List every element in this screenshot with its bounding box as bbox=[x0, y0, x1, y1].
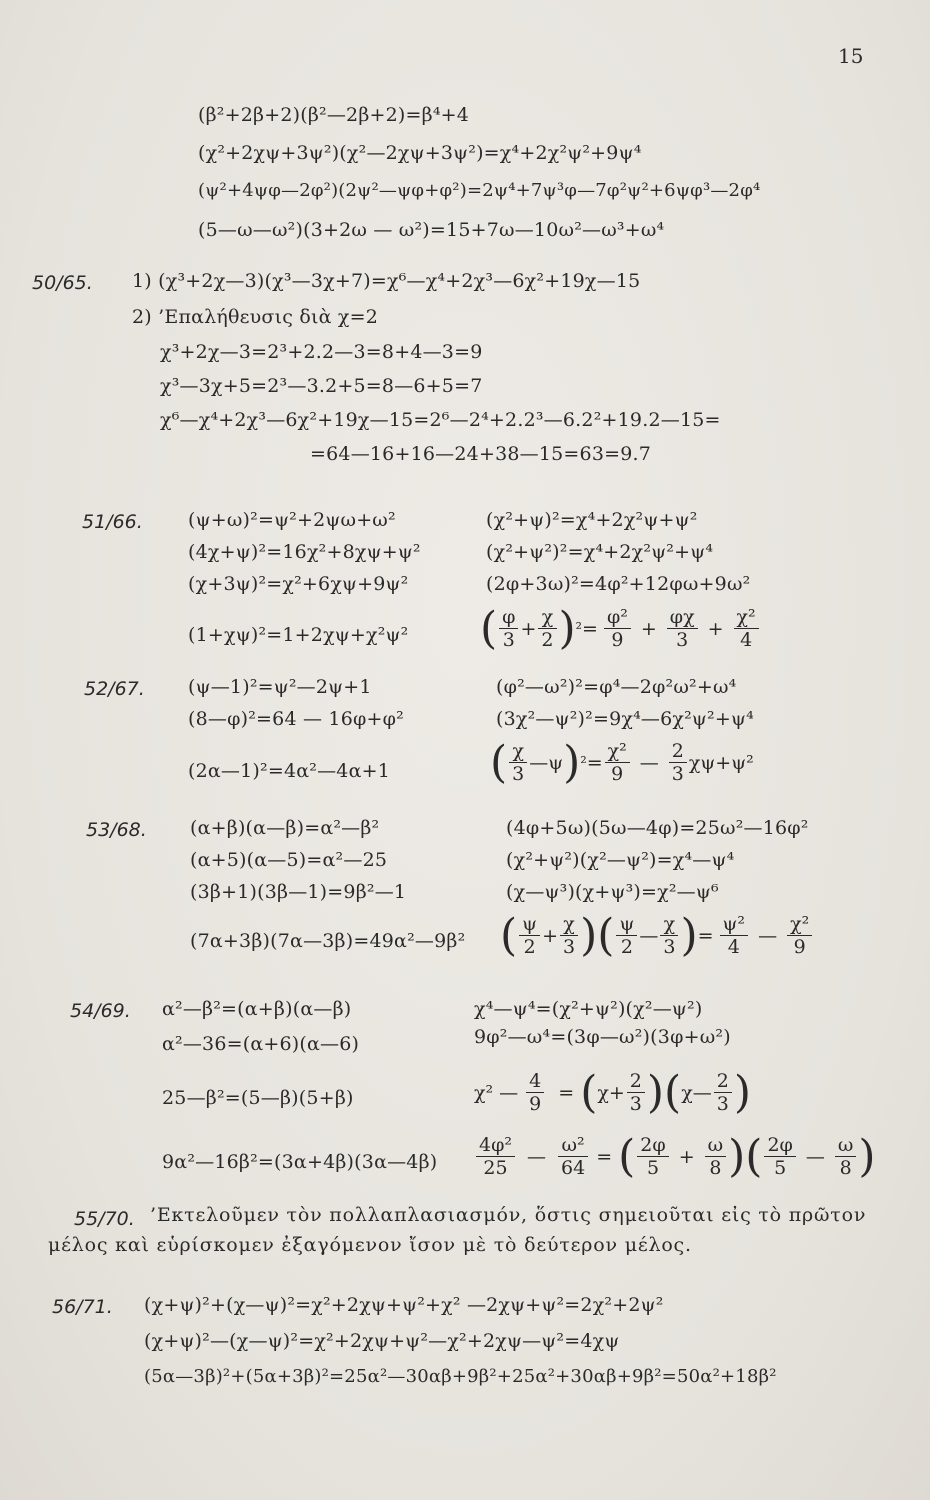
equation-line: (φ²—ω²)²=φ⁴—2φ²ω²+ω⁴ bbox=[496, 676, 737, 698]
equation-line: α²—β²=(α+β)(α—β) bbox=[162, 998, 352, 1020]
fraction-equation: χ² — $\frac{4}{9}$ = ( χ+ $\frac{2}{3}$ )( χ— $\frac{2}{3}$ ) bbox=[474, 1066, 752, 1118]
fraction-equation: ( $\frac{\psi}{2}$ + $\frac{\chi}{3}$ )( $\frac{\psi}{2}$ — $\frac{\chi}{3}$ ) = $\frac{\text{ψ²}}{4}$ — $\frac{\text{χ²}}{9}$ bbox=[500, 913, 814, 958]
equation-line: (ψ—1)²=ψ²—2ψ+1 bbox=[188, 676, 372, 698]
equation-line: χ⁴—ψ⁴=(χ²+ψ²)(χ²—ψ²) bbox=[474, 998, 703, 1020]
equation-line: (3χ²—ψ²)²=9χ⁴—6χ²ψ²+ψ⁴ bbox=[496, 708, 754, 730]
equation-line: (3β+1)(3β—1)=9β²—1 bbox=[190, 881, 407, 903]
fraction-equation: ( $\frac{\chi}{3}$ —ψ ) ² = $\frac{\text{χ²}}{9}$ — $\frac{2}{3}$ χψ+ψ² bbox=[490, 736, 754, 788]
equation-line: (χ²+ψ²)²=χ⁴+2χ²ψ²+ψ⁴ bbox=[486, 541, 714, 563]
equation-line: (8—φ)²=64 — 16φ+φ² bbox=[188, 708, 404, 730]
equation-line: (ψ²+4ψφ—2φ²)(2ψ²—ψφ+φ²)=2ψ⁴+7ψ³φ—7φ²ψ²+6ψφ³—2φ⁴ bbox=[198, 180, 761, 201]
fraction-equation: ( $\frac{\varphi}{3}$ + $\frac{\chi}{2}$ ) ² = $\frac{\text{φ²}}{9}$ + $\frac{\varphi\chi}{3}$ + $\frac{\text{χ²}}{4}$ bbox=[480, 606, 761, 651]
equation-line: 9α²—16β²=(3α+4β)(3α—4β) bbox=[162, 1151, 438, 1173]
fraction-equation: $\frac{\text{4φ²}}{25}$ — $\frac{\text{ω²}}{64}$ = ( $\frac{2\varphi}{5}$ + $\frac{\omega}{8}$ )( $\frac{2\varphi}{5}$ — $\frac{\omega}{8}$ ) bbox=[474, 1134, 876, 1179]
exercise-label: 50/65. bbox=[32, 272, 93, 294]
equation-line: (χ²+2χψ+3ψ²)(χ²—2χψ+3ψ²)=χ⁴+2χ²ψ²+9ψ⁴ bbox=[198, 142, 642, 164]
equation-line: (5α—3β)²+(5α+3β)²=25α²—30αβ+9β²+25α²+30αβ+9β²=50α²+18β² bbox=[144, 1366, 777, 1387]
text-line: μέλος καὶ εὑρίσκομεν ἐξαγόμενον ἴσον μὲ τὸ δεύτερον μέλος. bbox=[48, 1234, 692, 1256]
equation-line: χ³—3χ+5=2³—3.2+5=8—6+5=7 bbox=[160, 375, 483, 397]
equation-line: (7α+3β)(7α—3β)=49α²—9β² bbox=[190, 930, 466, 952]
equation-line: (χ²+ψ)²=χ⁴+2χ²ψ+ψ² bbox=[486, 509, 698, 531]
exercise-label: 55/70. bbox=[74, 1208, 135, 1230]
exercise-label: 56/71. bbox=[52, 1296, 113, 1318]
equation-line: (χ+ψ)²—(χ—ψ)²=χ²+2χψ+ψ²—χ²+2χψ—ψ²=4χψ bbox=[144, 1330, 620, 1352]
exercise-label: 54/69. bbox=[70, 1000, 131, 1022]
equation-line: 25—β²=(5—β)(5+β) bbox=[162, 1087, 354, 1109]
equation-line: χ⁶—χ⁴+2χ³—6χ²+19χ—15=2⁶—2⁴+2.2³—6.2²+19.2—15= bbox=[160, 409, 721, 431]
equation-line: 9φ²—ω⁴=(3φ—ω²)(3φ+ω²) bbox=[474, 1026, 731, 1048]
equation-line: (4χ+ψ)²=16χ²+8χψ+ψ² bbox=[188, 541, 421, 563]
equation-line: α²—36=(α+6)(α—6) bbox=[162, 1033, 360, 1055]
text-line: ’Εκτελοῦμεν τὸν πολλαπλασιασμόν, ὅστις σημειοῦται εἰς τὸ πρῶτον bbox=[150, 1204, 867, 1226]
equation-line: (χ²+ψ²)(χ²—ψ²)=χ⁴—ψ⁴ bbox=[506, 849, 735, 871]
equation-line: =64—16+16—24+38—15=63=9.7 bbox=[310, 443, 652, 465]
text-line: 2) ’Επαλήθευσις διὰ χ=2 bbox=[132, 306, 379, 328]
equation-line: (1+χψ)²=1+2χψ+χ²ψ² bbox=[188, 624, 409, 646]
equation-line: (4φ+5ω)(5ω—4φ)=25ω²—16φ² bbox=[506, 817, 809, 839]
equation-line: (χ+ψ)²+(χ—ψ)²=χ²+2χψ+ψ²+χ² —2χψ+ψ²=2χ²+2ψ² bbox=[144, 1294, 664, 1316]
equation-line: (2φ+3ω)²=4φ²+12φω+9ω² bbox=[486, 573, 751, 595]
equation-line: (α+5)(α—5)=α²—25 bbox=[190, 849, 388, 871]
equation-line: χ³+2χ—3=2³+2.2—3=8+4—3=9 bbox=[160, 341, 483, 363]
page-number: 15 bbox=[838, 44, 864, 68]
equation-line: (β²+2β+2)(β²—2β+2)=β⁴+4 bbox=[198, 104, 470, 126]
exercise-label: 53/68. bbox=[86, 819, 147, 841]
exercise-label: 51/66. bbox=[82, 511, 143, 533]
equation-line: (5—ω—ω²)(3+2ω — ω²)=15+7ω—10ω²—ω³+ω⁴ bbox=[198, 219, 665, 241]
equation-line: (χ+3ψ)²=χ²+6χψ+9ψ² bbox=[188, 573, 409, 595]
exercise-label: 52/67. bbox=[84, 678, 145, 700]
equation-line: (ψ+ω)²=ψ²+2ψω+ω² bbox=[188, 509, 396, 531]
equation-line: (2α—1)²=4α²—4α+1 bbox=[188, 760, 391, 782]
equation-line: (α+β)(α—β)=α²—β² bbox=[190, 817, 380, 839]
equation-line: (χ—ψ³)(χ+ψ³)=χ²—ψ⁶ bbox=[506, 881, 719, 903]
equation-line: 1) (χ³+2χ—3)(χ³—3χ+7)=χ⁶—χ⁴+2χ³—6χ²+19χ—15 bbox=[132, 270, 641, 292]
